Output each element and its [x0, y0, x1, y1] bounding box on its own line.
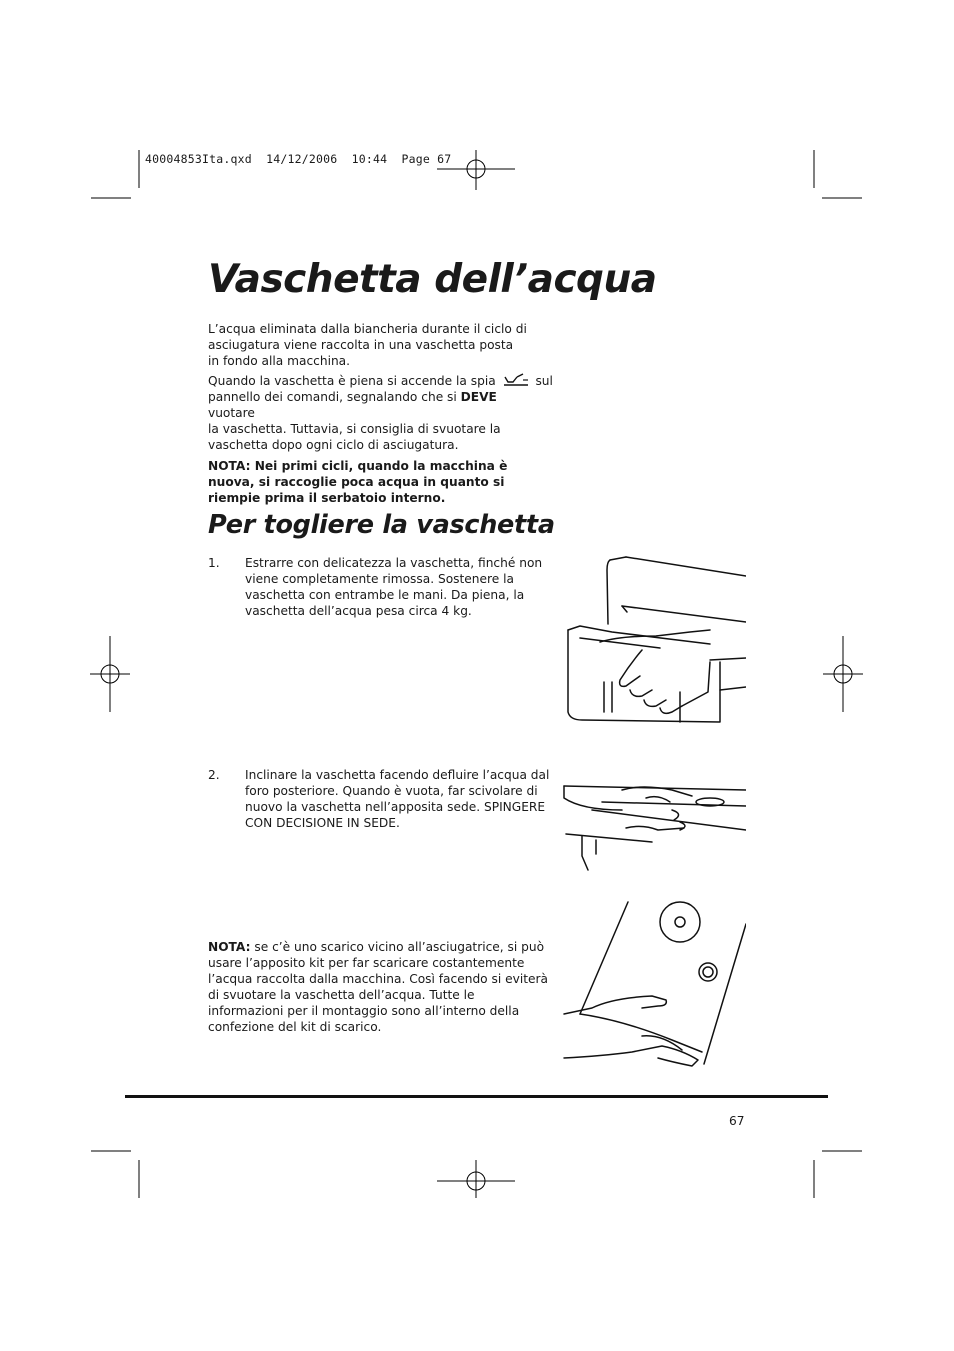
deve-emphasis: DEVE: [460, 390, 497, 404]
indicator-paragraph-rest: la vaschetta. Tuttavia, si consiglia di svuotare la vaschetta dopo ogni ciclo di asciugatura.: [208, 422, 501, 452]
illustration-remove-tank: [560, 552, 746, 732]
step-1-text: Estrarre con delicatezza la vaschetta, finché non viene completamente rimossa. Sostenere la vaschetta con entrambe le mani. Da piena, la vaschetta dell’acqua pesa circa 4 kg.: [245, 556, 543, 618]
intro-note: NOTA: Nei primi cicli, quando la macchina è nuova, si raccoglie poca acqua in quanto si riempie prima il serbatoio interno.: [208, 459, 508, 505]
page-title: Vaschetta dell’acqua: [208, 257, 657, 302]
drain-kit-note-text: se c’è uno scarico vicino all’asciugatrice, si può usare l’apposito kit per far scaricare costantemente l’acqua raccolta dalla macchina. Così facendo si eviterà di svuotare la vaschetta dell’acqua. Tutte le informazioni per il montaggio sono all’interno della confezione del kit di scarico.: [208, 940, 548, 1034]
illustration-slide-tank: [562, 780, 746, 875]
indicator-paragraph-line2: pannello dei comandi, segnalando che si DEVE vuotare: [208, 390, 497, 420]
section-title: Per togliere la vaschetta: [208, 510, 555, 540]
file-slug: 40004853Ita.qxd 14/12/2006 10:44 Page 67: [145, 152, 452, 166]
step-1-number: 1.: [208, 556, 220, 570]
drain-kit-note: [208, 939, 553, 1035]
illustration-drain-kit: [562, 900, 746, 1075]
drain-kit-note-label: NOTA:: [208, 940, 251, 954]
intro-block: [208, 321, 553, 506]
step-2-number: 2.: [208, 768, 220, 782]
water-tank-full-icon: [503, 373, 529, 387]
intro-paragraph: L’acqua eliminata dalla biancheria durante il ciclo di asciugatura viene raccolta in una vaschetta posta in fondo alla macchina.: [208, 322, 527, 368]
page-number: 67: [729, 1114, 745, 1128]
footer-rule: [125, 1095, 828, 1098]
indicator-paragraph-line1: Quando la vaschetta è piena si accende la spia sul: [208, 374, 553, 388]
step-2-text: Inclinare la vaschetta facendo defluire l’acqua dal foro posteriore. Quando è vuota, far scivolare di nuovo la vaschetta nell’apposita sede. SPINGERE CON DECISIONE IN SEDE.: [245, 768, 550, 830]
